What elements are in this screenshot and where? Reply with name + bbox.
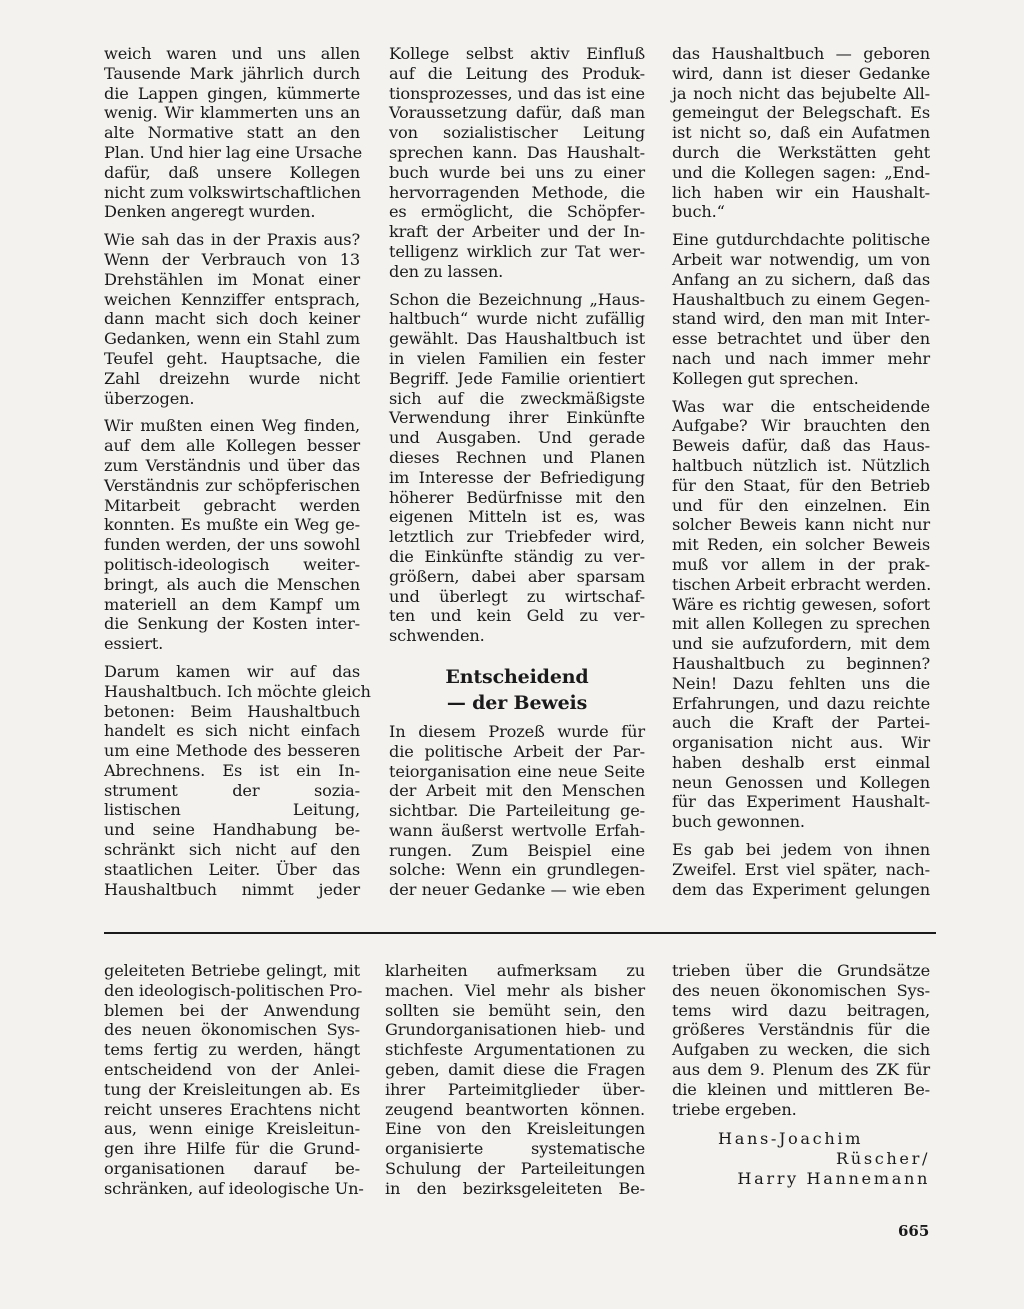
- text-line: Haushaltbuch zu beginnen?: [672, 653, 930, 673]
- text-line: in den bezirksgeleiteten Be-: [385, 1178, 645, 1198]
- text-line: tems wird dazu beitragen,: [672, 1000, 930, 1020]
- text-line: Tausende Mark jährlich durch: [104, 63, 360, 83]
- text-line: dafür, daß unsere Kollegen: [104, 162, 360, 182]
- text-line: wenig. Wir klammerten uns an: [104, 103, 360, 123]
- text-line: alte Normative statt an den: [104, 123, 360, 143]
- text-line: Eine von den Kreisleitungen: [385, 1119, 645, 1139]
- text-line: und die Kollegen sagen: „End-: [672, 162, 930, 182]
- text-line: nicht zum volkswirtschaftlichen: [104, 182, 361, 202]
- text-line: gen ihre Hilfe für die Grund-: [104, 1139, 360, 1159]
- text-line: zeugend beantworten können.: [385, 1099, 645, 1119]
- paragraph: [672, 230, 930, 388]
- text-line: blemen bei der Anwendung: [104, 1000, 360, 1020]
- text-line: Wäre es richtig gewesen, sofort: [672, 594, 930, 614]
- text-line: mit allen Kollegen zu sprechen: [672, 614, 930, 634]
- text-line: konnten. Es mußte ein Weg ge-: [104, 515, 360, 535]
- text-line: ist nicht so, daß ein Aufatmen: [672, 123, 930, 143]
- text-line: das Haushaltbuch — geboren: [672, 44, 930, 63]
- text-line: wann äußerst wertvolle Erfah-: [389, 820, 645, 840]
- text-line: auch die Kraft der Partei-: [672, 713, 930, 733]
- text-line: materiell an dem Kampf um: [104, 594, 360, 614]
- text-line: größeres Verständnis für die: [672, 1020, 930, 1040]
- text-line: Verständnis zur schöpferischen: [104, 475, 360, 495]
- text-line: die Lappen gingen, kümmerte: [104, 83, 360, 103]
- text-line: wird, dann ist dieser Gedanke: [672, 63, 930, 83]
- text-line: überzogen.: [104, 388, 195, 408]
- section-heading: [389, 664, 645, 716]
- text-line: geleiteten Betriebe gelingt, mit: [104, 961, 360, 980]
- text-line: den ideologisch-politischen Pro-: [104, 980, 363, 1000]
- text-line: ten und kein Geld zu ver-: [389, 606, 645, 626]
- text-line: um eine Methode des besseren: [104, 741, 360, 761]
- text-line: solcher Beweis kann nicht nur: [672, 515, 930, 535]
- text-line: Denken angeregt wurden.: [104, 202, 316, 222]
- text-line: Zahl dreizehn wurde nicht: [104, 368, 360, 388]
- text-line: auf dem alle Kollegen besser: [104, 436, 360, 456]
- text-line: strument der sozia-: [104, 780, 360, 800]
- text-line: klarheiten aufmerksam zu: [385, 961, 645, 980]
- text-line: des neuen ökonomischen Sys-: [104, 1020, 360, 1040]
- text-line: und überlegt zu wirtschaf-: [389, 586, 645, 606]
- text-line: Begriff. Jede Familie orientiert: [389, 368, 645, 388]
- text-line: Eine gutdurchdachte politische: [672, 230, 930, 250]
- author-signature: [672, 1129, 930, 1188]
- text-line: neun Genossen und Kollegen: [672, 772, 930, 792]
- text-line: teiorganisation eine neue Seite: [389, 761, 645, 781]
- text-line: stichfeste Argumentationen zu: [385, 1040, 645, 1060]
- text-line: rungen. Zum Beispiel eine: [389, 840, 645, 860]
- text-line: Aufgaben zu wecken, die sich: [672, 1040, 930, 1060]
- text-line: haltbuch nützlich ist. Nützlich: [672, 455, 930, 475]
- text-line: aus, wenn einige Kreisleitun-: [104, 1119, 360, 1139]
- text-line: ihrer Parteimitglieder über-: [385, 1079, 645, 1099]
- text-line: gemeingut der Belegschaft. Es: [672, 103, 930, 123]
- text-line: sichtbar. Die Parteileitung ge-: [389, 801, 645, 821]
- text-line: es ermöglicht, die Schöpfer-: [389, 202, 645, 222]
- page-number: 665: [898, 1222, 930, 1240]
- text-line: Voraussetzung dafür, daß man: [389, 103, 645, 123]
- text-line: die kleinen und mittleren Be-: [672, 1079, 930, 1099]
- text-line: die politische Arbeit der Par-: [389, 741, 645, 761]
- text-line: Arbeit war notwendig, um von: [672, 249, 930, 269]
- column-3: [672, 44, 930, 907]
- text-line: Plan. Und hier lag eine Ursache: [104, 142, 363, 162]
- text-line: Zweifel. Erst viel später, nach-: [672, 859, 930, 879]
- text-line: entscheidend von der Anlei-: [104, 1059, 360, 1079]
- text-line: sollten sie bemüht sein, den: [385, 1000, 645, 1020]
- paragraph: [104, 44, 363, 222]
- text-line: dann macht sich doch keiner: [104, 309, 360, 329]
- text-line: die Einkünfte ständig zu ver-: [389, 546, 645, 566]
- text-line: Kollege selbst aktiv Einfluß: [389, 44, 645, 63]
- text-line: stand wird, den man mit Inter-: [672, 309, 930, 329]
- text-line: der Arbeit mit den Menschen: [389, 781, 645, 801]
- text-line: Haushaltbuch. Ich möchte gleich: [104, 681, 371, 701]
- text-line: und für den einzelnen. Ein: [672, 495, 930, 515]
- text-line: den zu lassen.: [389, 261, 504, 281]
- text-line: Wie sah das in der Praxis aus?: [104, 230, 360, 250]
- author-name-line-3: Harry Hannemann: [737, 1168, 930, 1188]
- text-line: Haushaltbuch nimmt jeder: [104, 879, 360, 899]
- text-line: des neuen ökonomischen Sys-: [672, 980, 930, 1000]
- text-line: Wenn der Verbrauch von 13: [104, 249, 360, 269]
- text-line: haben deshalb erst einmal: [672, 752, 930, 772]
- text-line: handelt es sich nicht einfach: [104, 721, 360, 741]
- bottom-column-1: [104, 961, 364, 1207]
- text-line: buch wurde bei uns zu einer: [389, 162, 645, 182]
- text-line: Mitarbeit gebracht werden: [104, 495, 360, 515]
- text-line: hervorragenden Methode, die: [389, 182, 645, 202]
- heading-line-2: — der Beweis: [446, 691, 588, 714]
- paragraph: [672, 961, 930, 1119]
- text-line: machen. Viel mehr als bisher: [385, 980, 645, 1000]
- paragraph: [104, 230, 360, 408]
- text-line: mit Reden, ein solcher Beweis: [672, 535, 930, 555]
- text-line: muß vor allem in der prak-: [672, 554, 930, 574]
- text-line: tems fertig zu werden, hängt: [104, 1040, 360, 1060]
- text-line: sprechen kann. Das Haushalt-: [389, 142, 645, 162]
- paragraph: [672, 840, 930, 899]
- text-line: Verwendung ihrer Einkünfte: [389, 408, 645, 428]
- text-line: auf die Leitung des Produk-: [389, 63, 645, 83]
- text-line: der neuer Gedanke — wie eben: [389, 880, 645, 900]
- text-line: schwenden.: [389, 626, 485, 646]
- text-line: eigenen Mitteln ist es, was: [389, 507, 645, 527]
- text-line: Schulung der Parteileitungen: [385, 1158, 645, 1178]
- author-name-line-1: Hans-Joachim: [718, 1129, 864, 1149]
- text-line: Beweis dafür, daß das Haus-: [672, 436, 930, 456]
- paragraph: [104, 416, 360, 654]
- text-line: kraft der Arbeiter und der In-: [389, 222, 645, 242]
- text-line: und sie aufzufordern, mit dem: [672, 634, 930, 654]
- text-line: höherer Bedürfnisse mit den: [389, 487, 645, 507]
- paragraph: [104, 961, 364, 1199]
- text-line: für den Staat, für den Betrieb: [672, 475, 930, 495]
- text-line: sich auf die zweckmäßigste: [389, 388, 645, 408]
- text-line: Grundorganisationen hieb- und: [385, 1020, 645, 1040]
- text-line: Teufel geht. Hauptsache, die: [104, 348, 360, 368]
- author-name-line-2: Rüscher/: [836, 1149, 930, 1169]
- text-line: reicht unseres Erachtens nicht: [104, 1099, 360, 1119]
- text-line: triebe ergeben.: [672, 1099, 797, 1119]
- text-line: trieben über die Grundsätze: [672, 961, 930, 980]
- text-line: betonen: Beim Haushaltbuch: [104, 701, 360, 721]
- paragraph: [672, 44, 930, 222]
- text-line: tischen Arbeit erbracht werden.: [672, 574, 932, 594]
- text-line: buch.“: [672, 202, 725, 222]
- text-line: größern, dabei aber sparsam: [389, 566, 645, 586]
- text-line: listischen Leitung,: [104, 800, 360, 820]
- text-line: funden werden, der uns sowohl: [104, 535, 360, 555]
- text-line: organisierte systematische: [385, 1139, 645, 1159]
- text-line: haltbuch“ wurde nicht zufällig: [389, 309, 645, 329]
- text-line: Darum kamen wir auf das: [104, 661, 360, 681]
- text-line: lich haben wir ein Haushalt-: [672, 182, 930, 202]
- paragraph: [389, 722, 645, 900]
- text-line: und Ausgaben. Und gerade: [389, 428, 645, 448]
- text-line: in vielen Familien ein fester: [389, 348, 645, 368]
- text-line: Es gab bei jedem von ihnen: [672, 840, 930, 860]
- text-line: durch die Werkstätten geht: [672, 142, 930, 162]
- text-line: organisationen darauf be-: [104, 1158, 360, 1178]
- text-line: gewählt. Das Haushaltbuch ist: [389, 329, 645, 349]
- horizontal-divider: [104, 932, 936, 934]
- text-line: im Interesse der Befriedigung: [389, 467, 645, 487]
- text-line: weichen Kennziffer entsprach,: [104, 289, 360, 309]
- text-line: schränken, auf ideologische Un-: [104, 1178, 364, 1198]
- paragraph: [385, 961, 645, 1199]
- text-line: nach und nach immer mehr: [672, 348, 930, 368]
- text-line: weich waren und uns allen: [104, 44, 360, 63]
- text-line: organisation nicht aus. Wir: [672, 733, 930, 753]
- text-line: zum Verständnis und über das: [104, 455, 360, 475]
- column-2: [389, 44, 645, 908]
- text-line: dieses Rechnen und Planen: [389, 447, 645, 467]
- paragraph: [389, 290, 645, 646]
- text-line: Kollegen gut sprechen.: [672, 368, 859, 388]
- text-line: buch gewonnen.: [672, 812, 805, 832]
- paragraph: [672, 397, 930, 833]
- bottom-column-2: [385, 961, 645, 1207]
- text-line: Was war die entscheidende: [672, 396, 930, 416]
- text-line: essiert.: [104, 634, 164, 654]
- text-line: Haushaltbuch zu einem Gegen-: [672, 289, 930, 309]
- text-line: Abrechnens. Es ist ein In-: [104, 760, 360, 780]
- text-line: dem das Experiment gelungen: [672, 879, 930, 899]
- text-line: Gedanken, wenn ein Stahl zum: [104, 329, 360, 349]
- paragraph: [389, 44, 645, 282]
- text-line: Nein! Dazu fehlten uns die: [672, 673, 930, 693]
- text-line: staatlichen Leiter. Über das: [104, 859, 360, 879]
- text-line: schränkt sich nicht auf den: [104, 840, 360, 860]
- text-line: geben, damit diese die Fragen: [385, 1059, 645, 1079]
- text-line: für das Experiment Haushalt-: [672, 792, 930, 812]
- text-line: In diesem Prozeß wurde für: [389, 721, 645, 741]
- paragraph: [104, 661, 371, 900]
- column-1: [104, 44, 371, 907]
- text-line: letztlich zur Triebfeder wird,: [389, 527, 645, 547]
- text-line: tionsprozesses, und das ist eine: [389, 83, 645, 103]
- text-line: esse betrachtet und über den: [672, 329, 930, 349]
- text-line: Aufgabe? Wir brauchten den: [672, 416, 930, 436]
- text-line: die Senkung der Kosten inter-: [104, 614, 360, 634]
- text-line: und seine Handhabung be-: [104, 820, 360, 840]
- text-line: politisch-ideologisch weiter-: [104, 554, 360, 574]
- heading-line-1: Entscheidend: [445, 665, 589, 688]
- bottom-column-3: [672, 961, 930, 1189]
- text-line: Schon die Bezeichnung „Haus-: [389, 289, 645, 309]
- text-line: Anfang an zu sichern, daß das: [672, 269, 930, 289]
- text-line: Erfahrungen, und dazu reichte: [672, 693, 930, 713]
- text-line: ja noch nicht das bejubelte All-: [672, 83, 930, 103]
- text-line: Wir mußten einen Weg finden,: [104, 416, 360, 436]
- text-line: Drehstählen im Monat einer: [104, 269, 360, 289]
- text-line: solche: Wenn ein grundlegen-: [389, 860, 645, 880]
- text-line: tung der Kreisleitungen ab. Es: [104, 1079, 360, 1099]
- text-line: bringt, als auch die Menschen: [104, 574, 360, 594]
- text-line: telligenz wirklich zur Tat wer-: [389, 241, 645, 261]
- text-line: aus dem 9. Plenum des ZK für: [672, 1059, 930, 1079]
- text-line: von sozialistischer Leitung: [389, 123, 645, 143]
